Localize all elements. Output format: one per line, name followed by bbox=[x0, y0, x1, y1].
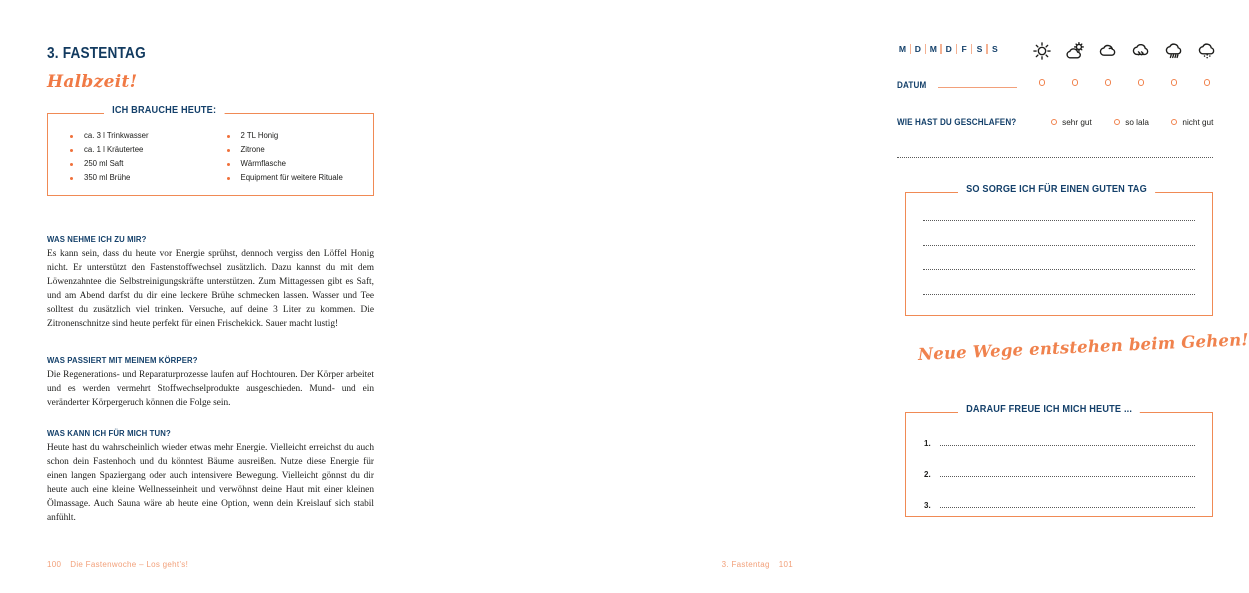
free-writing-line[interactable] bbox=[897, 157, 1213, 158]
list-item: 2 TL Honig bbox=[225, 129, 374, 143]
radio-circle-icon[interactable] bbox=[1171, 119, 1178, 126]
weekday-wednesday[interactable]: M bbox=[929, 44, 937, 54]
radio-circle-icon[interactable] bbox=[1051, 119, 1058, 126]
weekday-monday[interactable]: M bbox=[898, 44, 907, 54]
sleep-option-nicht-gut[interactable] bbox=[1171, 118, 1213, 127]
cloud-icon bbox=[1097, 40, 1119, 62]
section-body: Die Regenerations- und Reparaturprozesse laufen auf Hochtouren. Der Körper arbeitet und es werden vermehrt Stoffwechselprodukte ausgeschieden. Mund- und ein veränderter Körpergeruch können die Folge sein. bbox=[47, 370, 374, 409]
weather-icon-row bbox=[1031, 40, 1218, 62]
section-was-passiert-mit-meinem-koerper bbox=[47, 355, 374, 410]
writing-line[interactable] bbox=[923, 269, 1195, 270]
sleep-question-label: WIE HAST DU GESCHLAFEN? bbox=[897, 117, 1017, 127]
writing-line[interactable] bbox=[940, 445, 1195, 446]
weekday-separator bbox=[910, 44, 911, 54]
page-title: 3. FASTENTAG bbox=[47, 45, 146, 62]
looking-forward-box-title: DARAUF FREUE ICH MICH HEUTE ... bbox=[958, 404, 1140, 415]
list-item: ca. 1 l Kräutertee bbox=[68, 143, 211, 157]
section-body: Heute hast du wahrscheinlich wieder etwas mehr Energie. Vielleicht erreichst du auch schon dein Fastenhoch und du könntest Bäume ausreißen. Nutze diese Energie für einen langen Spaziergang oder auch intensivere Bewegung. Vielleicht gönnst du dir heute auch eine kleine Wellnesseinheit und verwöhnst deine Haut mit einer kleinen Ölmassage. Auch Sauna wäre ab heute eine Option, wenn dein Kreislauf sich stabil anfühlt. bbox=[47, 443, 374, 524]
list-item bbox=[924, 501, 1195, 510]
list-item: ca. 3 l Trinkwasser bbox=[68, 129, 211, 143]
left-page bbox=[0, 0, 420, 593]
list-item bbox=[924, 470, 1195, 479]
section-heading: WAS PASSIERT MIT MEINEM KÖRPER? bbox=[47, 355, 198, 365]
section-was-kann-ich-fuer-mich-tun bbox=[47, 428, 374, 526]
handwritten-quote: Neue Wege entstehen beim Gehen! bbox=[917, 329, 1249, 364]
date-label: DATUM bbox=[897, 80, 927, 90]
list-item: 350 ml Brühe bbox=[68, 171, 211, 185]
supplies-column-a bbox=[48, 129, 211, 185]
list-number: 2. bbox=[924, 470, 931, 479]
radio-circle-icon[interactable] bbox=[1072, 79, 1079, 86]
radio-circle-icon[interactable] bbox=[1138, 79, 1145, 86]
radio-circle-icon[interactable] bbox=[1204, 79, 1211, 86]
list-item: 250 ml Saft bbox=[68, 157, 211, 171]
footer-left bbox=[47, 560, 188, 569]
list-item: Wärmflasche bbox=[225, 157, 374, 171]
writing-line[interactable] bbox=[923, 294, 1195, 295]
list-number: 1. bbox=[924, 439, 931, 448]
list-item: Equipment für weitere Rituale bbox=[225, 171, 374, 185]
section-was-nehme-ich-zu-mir bbox=[47, 234, 374, 332]
section-heading: WAS KANN ICH FÜR MICH TUN? bbox=[47, 428, 171, 438]
weekday-selector[interactable] bbox=[897, 44, 1000, 54]
sleep-option-label: sehr gut bbox=[1062, 117, 1092, 127]
radio-circle-icon[interactable] bbox=[1114, 119, 1121, 126]
weekday-separator bbox=[940, 44, 941, 54]
writing-line[interactable] bbox=[923, 220, 1195, 221]
cloud-rain-icon bbox=[1163, 40, 1185, 62]
weekday-sunday[interactable]: S bbox=[991, 44, 998, 54]
sleep-question-row bbox=[897, 117, 1213, 127]
sleep-option-so-lala[interactable] bbox=[1114, 118, 1149, 127]
list-item: Zitrone bbox=[225, 143, 374, 157]
section-body: Es kann sein, dass du heute vor Energie sprühst, dennoch vergiss den Löffel Honig nicht. Er unterstützt den Fastenstoffwechsel zusätzlich. Dazu kannst du mit dem Löwenzahntee die Selbstreinigungskräfte unterstützen. Zum Mittagessen gibt es Saft, und am Abend darfst du dir eine leckere Brühe schmecken lassen. Wasser und Tee solltest du zusätzlich viel trinken. Versuche, auf deine 3 Liter zu kommen. Die Zitronenschnitze sind heute perfekt für einen Frischekick. Sauer macht lustig! bbox=[47, 249, 374, 330]
section-heading: WAS NEHME ICH ZU MIR? bbox=[47, 234, 147, 244]
looking-forward-lines bbox=[924, 439, 1195, 532]
weekday-saturday[interactable]: S bbox=[976, 44, 983, 54]
writing-line[interactable] bbox=[940, 507, 1195, 508]
page-number: 100 bbox=[47, 560, 62, 569]
footer-label: Die Fastenwoche – Los geht's! bbox=[70, 560, 189, 569]
sun-cloud-icon bbox=[1064, 40, 1086, 62]
weekday-separator bbox=[956, 44, 957, 54]
weather-radio-cloud-drizzle[interactable] bbox=[1130, 79, 1152, 86]
sleep-option-label: nicht gut bbox=[1182, 117, 1214, 127]
sun-icon bbox=[1031, 40, 1053, 62]
writing-line[interactable] bbox=[940, 476, 1195, 477]
supplies-columns bbox=[48, 129, 373, 185]
good-day-box bbox=[905, 184, 1213, 316]
radio-circle-icon[interactable] bbox=[1105, 79, 1112, 86]
weather-radio-cloud-rain[interactable] bbox=[1163, 79, 1185, 86]
radio-circle-icon[interactable] bbox=[1171, 79, 1178, 86]
cloud-snow-icon bbox=[1196, 40, 1218, 62]
list-number: 3. bbox=[924, 501, 931, 510]
weather-radio-sun-cloud[interactable] bbox=[1064, 79, 1086, 86]
looking-forward-box bbox=[905, 404, 1213, 517]
writing-line[interactable] bbox=[923, 245, 1195, 246]
supplies-box bbox=[47, 105, 374, 196]
date-input-line[interactable] bbox=[938, 87, 1017, 89]
weekday-tuesday[interactable]: D bbox=[914, 44, 921, 54]
good-day-box-title: SO SORGE ICH FÜR EINEN GUTEN TAG bbox=[958, 184, 1155, 195]
page-number: 101 bbox=[778, 560, 793, 569]
weekday-thursday[interactable]: D bbox=[945, 44, 952, 54]
weekday-separator bbox=[986, 44, 987, 54]
supplies-column-b bbox=[211, 129, 374, 185]
footer-right bbox=[722, 560, 793, 569]
weekday-separator bbox=[971, 44, 972, 54]
weather-radio-cloud-snow[interactable] bbox=[1196, 79, 1218, 86]
good-day-lines bbox=[923, 220, 1195, 318]
supplies-box-title: ICH BRAUCHE HEUTE: bbox=[104, 105, 224, 116]
cloud-drizzle-icon bbox=[1130, 40, 1152, 62]
weather-radio-sun[interactable] bbox=[1031, 79, 1053, 86]
page-subtitle-handwritten: Halbzeit! bbox=[47, 72, 138, 92]
right-page bbox=[420, 0, 1249, 593]
weather-radio-cloud[interactable] bbox=[1097, 79, 1119, 86]
footer-label: 3. Fastentag bbox=[721, 560, 770, 569]
weekday-separator bbox=[925, 44, 926, 54]
list-item bbox=[924, 439, 1195, 448]
weekday-friday[interactable]: F bbox=[961, 44, 967, 54]
sleep-option-label: so lala bbox=[1125, 117, 1149, 127]
radio-circle-icon[interactable] bbox=[1039, 79, 1046, 86]
weather-radio-row[interactable] bbox=[1031, 79, 1218, 86]
sleep-option-sehr-gut[interactable] bbox=[1051, 118, 1092, 127]
date-field-row[interactable] bbox=[897, 80, 1017, 90]
